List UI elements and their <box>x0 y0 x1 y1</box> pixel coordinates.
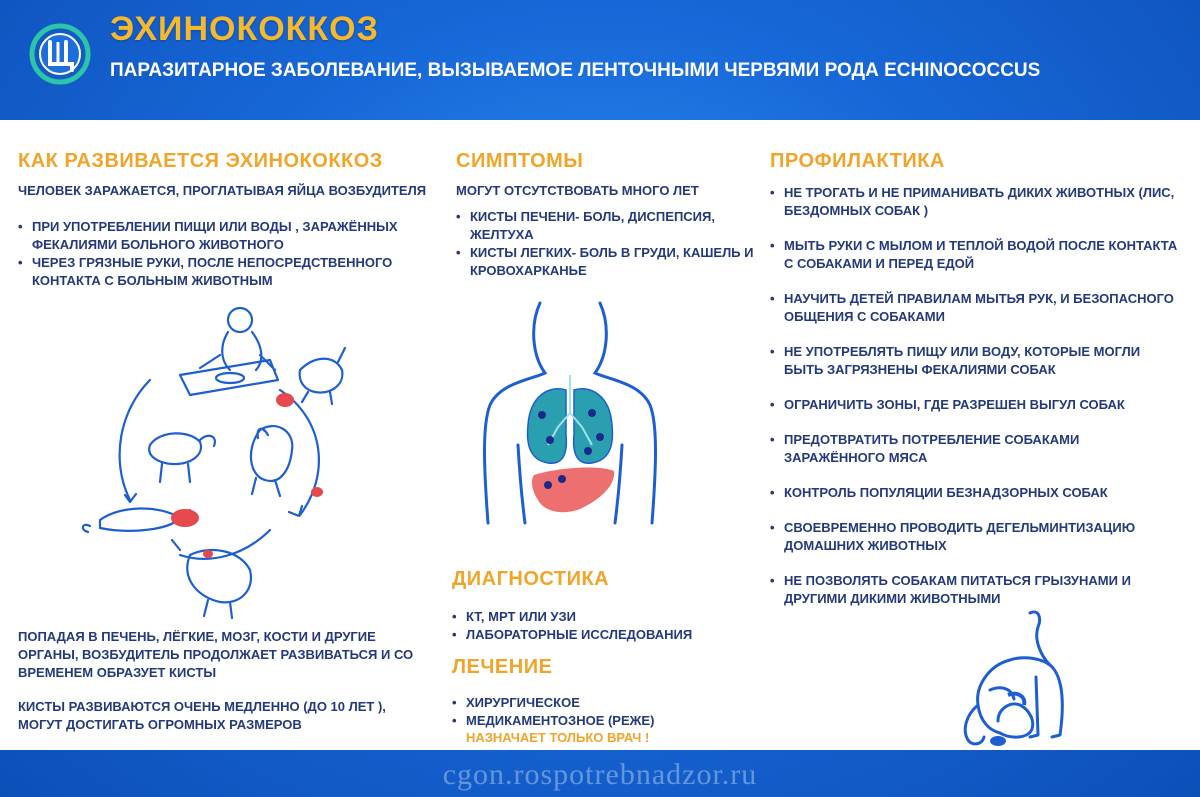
development-intro: ЧЕЛОВЕК ЗАРАЖАЕТСЯ, ПРОГЛАТЫВАЯ ЯЙЦА ВОЗБУДИТЕЛЯ <box>18 183 427 198</box>
list-item: • МЫТЬ РУКИ С МЫЛОМ И ТЕПЛОЙ ВОДОЙ ПОСЛЕ КОНТАКТА С СОБАКАМИ И ПЕРЕД ЕДОЙ <box>770 237 1180 273</box>
sniffing-dog-illustration <box>950 605 1100 750</box>
list-item: • НАУЧИТЬ ДЕТЕЙ ПРАВИЛАМ МЫТЬЯ РУК, И БЕЗОПАСНОГО ОБЩЕНИЯ С СОБАКАМИ <box>770 290 1180 326</box>
liver-shape <box>532 468 614 513</box>
cycle-arrow <box>280 390 319 515</box>
right-lung-shape <box>574 389 613 463</box>
development-heading: КАК РАЗВИВАЕТСЯ ЭХИНОКОККОЗ <box>18 150 383 172</box>
list-item: • КИСТЫ ЛЕГКИХ- БОЛЬ В ГРУДИ, КАШЕЛЬ И КРОВОХАРКАНЬЕ <box>456 244 756 280</box>
list-item: • КТ, МРТ ИЛИ УЗИ <box>452 608 752 626</box>
cycle-arrow <box>120 380 150 500</box>
rodent-shape <box>171 509 199 527</box>
list-item: • КИСТЫ ПЕЧЕНИ- БОЛЬ, ДИСПЕПСИЯ, ЖЕЛТУХА <box>456 208 756 244</box>
symptoms-heading: СИМПТОМЫ <box>456 150 584 172</box>
left-lung-shape <box>528 389 567 463</box>
liver-shape <box>276 393 294 407</box>
treatment-note: НАЗНАЧАЕТ ТОЛЬКО ВРАЧ ! <box>466 730 650 745</box>
list-item: • КОНТРОЛЬ ПОПУЛЯЦИИ БЕЗНАДЗОРНЫХ СОБАК <box>770 484 1180 502</box>
dog-nose-icon <box>990 736 1006 746</box>
diagnostics-list <box>452 608 752 644</box>
treatment-list <box>452 694 752 730</box>
list-item: • НЕ ТРОГАТЬ И НЕ ПРИМАНИВАТЬ ДИКИХ ЖИВОТНЫХ (ЛИС, БЕЗДОМНЫХ СОБАК ) <box>770 184 1180 220</box>
list-item: • ЧЕРЕЗ ГРЯЗНЫЕ РУКИ, ПОСЛЕ НЕПОСРЕДСТВЕННОГО КОНТАКТА С БОЛЬНЫМ ЖИВОТНЫМ <box>18 254 438 290</box>
person-head <box>228 308 252 332</box>
page-subtitle: ПАРАЗИТАРНОЕ ЗАБОЛЕВАНИЕ, ВЫЗЫВАЕМОЕ ЛЕНТОЧНЫМИ ЧЕРВЯМИ РОДА ECHINOCOCCUS <box>110 60 1041 81</box>
development-paragraph-cysts: КИСТЫ РАЗВИВАЮТСЯ ОЧЕНЬ МЕДЛЕННО (ДО 10 ЛЕТ ), МОГУТ ДОСТИГАТЬ ОГРОМНЫХ РАЗМЕРОВ <box>18 699 386 732</box>
development-paragraph-organs: ПОПАДАЯ В ПЕЧЕНЬ, ЛЁГКИЕ, МОЗГ, КОСТИ И ДРУГИЕ ОРГАНЫ, ВОЗБУДИТЕЛЬ ПРОДОЛЖАЕТ РАЗВИВАТЬСЯ И СО ВРЕМЕНЕМ ОБРАЗУЕТ КИСТЫ <box>18 629 414 680</box>
list-item: • ПРИ УПОТРЕБЛЕНИИ ПИЩИ ИЛИ ВОДЫ , ЗАРАЖЁННЫХ ФЕКАЛИЯМИ БОЛЬНОГО ЖИВОТНОГО <box>18 218 438 254</box>
diagnostics-heading: ДИАГНОСТИКА <box>452 568 610 590</box>
prevention-heading: ПРОФИЛАКТИКА <box>770 150 945 172</box>
list-item: • ХИРУРГИЧЕСКОЕ <box>452 694 752 712</box>
content-panel <box>0 120 1200 750</box>
development-list <box>18 218 438 290</box>
list-item: • ЛАБОРАТОРНЫЕ ИССЛЕДОВАНИЯ <box>452 626 752 644</box>
list-item: • ОГРАНИЧИТЬ ЗОНЫ, ГДЕ РАЗРЕШЕН ВЫГУЛ СОБАК <box>770 396 1180 414</box>
header <box>0 0 1200 118</box>
symptoms-intro: МОГУТ ОТСУТСТВОВАТЬ МНОГО ЛЕТ <box>456 183 699 198</box>
list-item: • МЕДИКАМЕНТОЗНОЕ (РЕЖЕ) <box>452 712 752 730</box>
list-item: • НЕ ПОЗВОЛЯТЬ СОБАКАМ ПИТАТЬСЯ ГРЫЗУНАМИ И ДРУГИМИ ДИКИМИ ЖИВОТНЫМИ <box>770 572 1180 608</box>
footer-url: cgon.rospotrebnadzor.ru <box>442 758 758 791</box>
table-shape <box>180 360 278 395</box>
page-title: ЭХИНОКОККОЗ <box>110 10 379 48</box>
human-torso-illustration <box>470 295 670 525</box>
cgon-logo-icon <box>24 18 96 90</box>
treatment-heading: ЛЕЧЕНИЕ <box>452 656 553 678</box>
list-item: • ПРЕДОТВРАТИТЬ ПОТРЕБЛЕНИЕ СОБАКАМИ ЗАРАЖЁННОГО МЯСА <box>770 431 1180 467</box>
transmission-cycle-illustration <box>80 300 360 620</box>
list-item: • СВОЕВРЕМЕННО ПРОВОДИТЬ ДЕГЕЛЬМИНТИЗАЦИЮ ДОМАШНИХ ЖИВОТНЫХ <box>770 519 1180 555</box>
symptoms-list <box>456 208 756 280</box>
list-item: • НЕ УПОТРЕБЛЯТЬ ПИЩУ ИЛИ ВОДУ, КОТОРЫЕ МОГЛИ БЫТЬ ЗАГРЯЗНЕНЫ ФЕКАЛИЯМИ СОБАК <box>770 343 1180 379</box>
prevention-list <box>770 184 1180 625</box>
